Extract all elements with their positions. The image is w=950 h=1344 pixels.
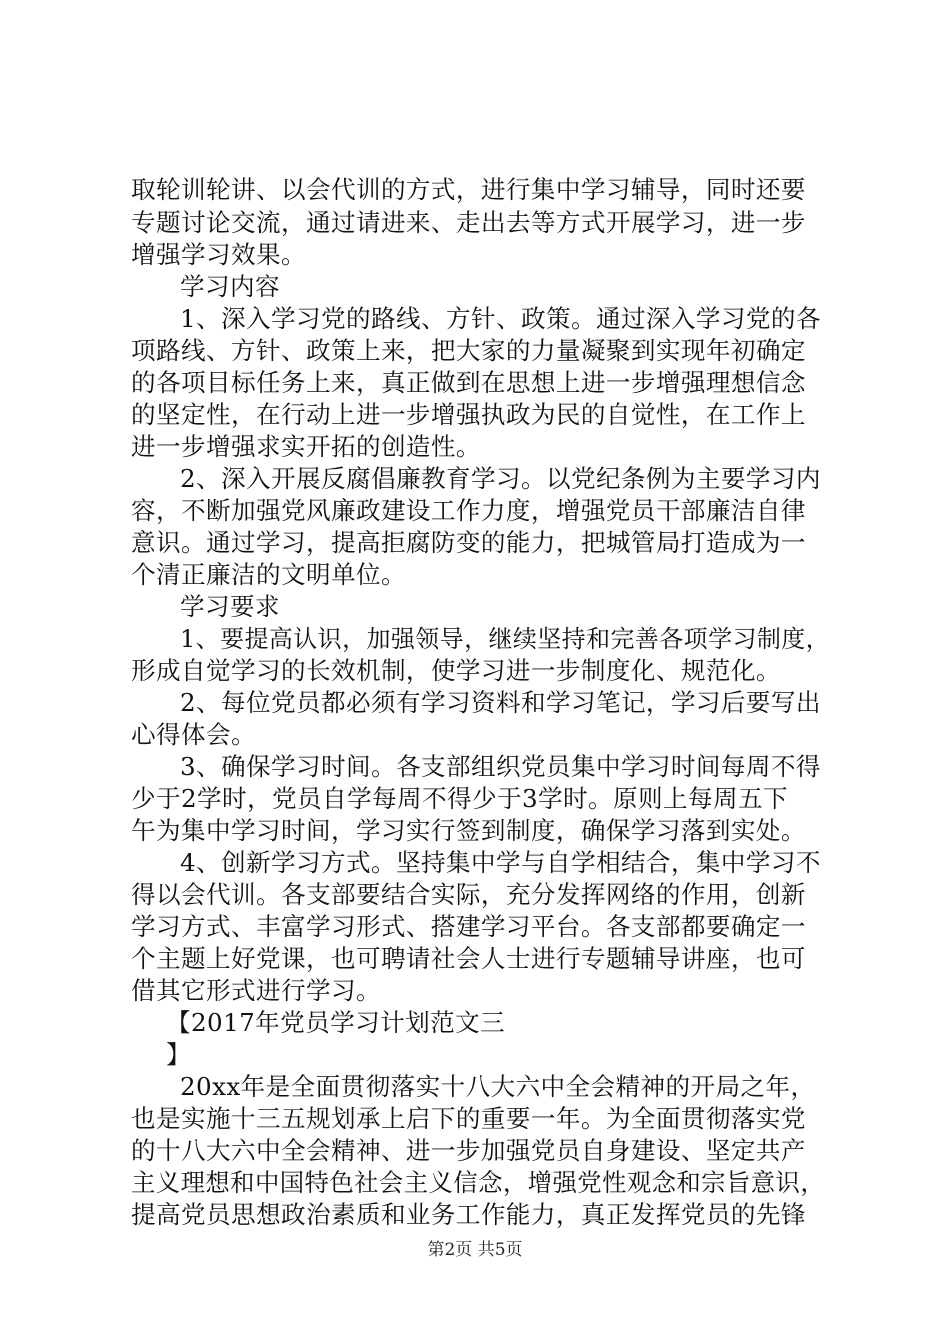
body-text-line: 容，不断加强党风廉政建设工作力度，增强党员干部廉洁自律 (131, 496, 806, 525)
body-text-line: 1、要提高认识，加强领导，继续坚持和完善各项学习制度， (180, 625, 831, 653)
body-text-line: 学习方式、丰富学习形式、搭建学习平台。各支部都要确定一 (131, 912, 806, 941)
body-text-line: 20xx年是全面贯彻落实十八大六中全会精神的开局之年， (180, 1072, 816, 1101)
body-text-line: 意识。通过学习，提高拒腐防变的能力，把城管局打造成为一 (131, 528, 806, 557)
body-text-line: 的十八大六中全会精神、进一步加强党员自身建设、坚定共产 (131, 1136, 806, 1165)
body-text-line: 个主题上好党课，也可聘请社会人士进行专题辅导讲座，也可 (131, 944, 806, 973)
body-text-line: 主义理想和中国特色社会主义信念，增强党性观念和宗旨意识， (131, 1168, 826, 1197)
body-text-line: 进一步增强求实开拓的创造性。 (131, 432, 481, 461)
body-text-line: 少于2学时，党员自学每周不得少于3学时。原则上每周五下 (131, 784, 788, 813)
body-text-line: 也是实施十三五规划承上启下的重要一年。为全面贯彻落实党 (131, 1104, 806, 1133)
body-text-line: 提高党员思想政治素质和业务工作能力，真正发挥党员的先锋 (131, 1200, 806, 1229)
body-text-line: 1、深入学习党的路线、方针、政策。通过深入学习党的各 (180, 304, 821, 333)
body-text-line: 2、每位党员都必须有学习资料和学习笔记，学习后要写出 (180, 688, 821, 717)
body-text-line: 心得体会。 (131, 720, 256, 749)
body-text-line: 增强学习效果。 (131, 240, 306, 269)
body-text-line: 专题讨论交流，通过请进来、走出去等方式开展学习，进一步 (131, 208, 806, 237)
body-text-line: 个清正廉洁的文明单位。 (131, 560, 406, 589)
body-text-line: 2、深入开展反腐倡廉教育学习。以党纪条例为主要学习内 (180, 464, 821, 493)
body-text-line: 4、创新学习方式。坚持集中学与自学相结合，集中学习不 (180, 848, 821, 877)
body-text-line: 的坚定性，在行动上进一步增强执政为民的自觉性，在工作上 (131, 400, 806, 429)
section-heading-content: 学习内容 (180, 272, 280, 301)
body-text-line: 项路线、方针、政策上来，把大家的力量凝聚到实现年初确定 (131, 336, 806, 365)
section-title-bracket-close: 】 (166, 1040, 191, 1069)
section-title-sample-three: 【2017年党员学习计划范文三 (166, 1008, 506, 1037)
body-text-line: 3、确保学习时间。各支部组织党员集中学习时间每周不得 (180, 752, 821, 781)
body-text-line: 取轮训轮讲、以会代训的方式，进行集中学习辅导，同时还要 (131, 175, 806, 204)
page-number-footer: 第2页 共5页 (427, 1240, 523, 1260)
body-text-line: 形成自觉学习的长效机制，使学习进一步制度化、规范化。 (131, 656, 781, 685)
body-text-line: 得以会代训。各支部要结合实际，充分发挥网络的作用，创新 (131, 880, 806, 909)
body-text-line: 午为集中学习时间，学习实行签到制度，确保学习落到实处。 (131, 816, 806, 845)
section-heading-requirements: 学习要求 (180, 592, 280, 621)
body-text-line: 的各项目标任务上来，真正做到在思想上进一步增强理想信念 (131, 368, 806, 397)
body-text-line: 借其它形式进行学习。 (131, 976, 381, 1005)
